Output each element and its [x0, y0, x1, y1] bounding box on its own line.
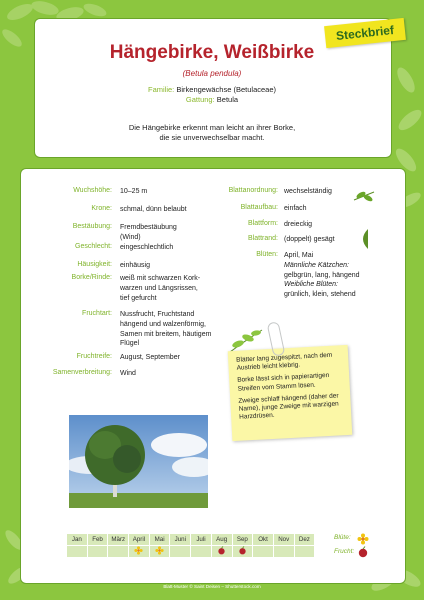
- sticky-note: [228, 345, 353, 441]
- month-marker-cell: [149, 546, 170, 558]
- note-line: Zweige schlaff hängend (daher der Name), junge Zweige mit warzigen Harzdrüsen.: [238, 392, 339, 421]
- footer-line: Blatt-Muster © Saint Deisen – Shutterstock.com: [163, 584, 261, 589]
- fruit-marker-icon: [238, 546, 247, 555]
- fact-label: Krone:: [91, 205, 112, 212]
- familie-label: Familie:: [148, 85, 175, 94]
- gattung-value: Betula: [216, 95, 239, 104]
- fact-value: weiß mit schwarzen Kork- warzen und Längsrissen, tief gefurcht: [120, 275, 201, 302]
- bloom-marker-icon: [134, 546, 143, 555]
- fact-value: einhäusig: [120, 262, 150, 269]
- month-cell: Mai: [149, 534, 170, 546]
- month-cell: Okt: [253, 534, 274, 546]
- month-header-row: [67, 534, 315, 546]
- month-marker-cell: [191, 546, 212, 558]
- month-cell: Dez: [294, 534, 315, 546]
- month-cell: Aug: [211, 534, 232, 546]
- month-marker-cell: [129, 546, 150, 558]
- month-calendar: [66, 533, 315, 558]
- leaf-icon: [352, 186, 376, 206]
- fact-value: (doppelt) gesägt: [284, 236, 335, 243]
- fact-value: 10–25 m: [120, 188, 148, 195]
- fruit-marker-icon: [217, 546, 226, 555]
- fact-value: dreieckig: [284, 221, 313, 228]
- fruit-icon: [357, 546, 369, 558]
- fact-label: Wuchshöhe:: [73, 187, 112, 194]
- fact-label: Fruchtart:: [82, 310, 112, 317]
- fact-label: Bestäubung:: [72, 223, 112, 230]
- month-marker-cell: [211, 546, 232, 558]
- familie-value: Birkengewächse (Betulaceae): [176, 85, 276, 94]
- month-cell: Jan: [67, 534, 88, 546]
- fact-value: Wind: [120, 370, 136, 377]
- fact-value: wechselständig: [284, 188, 332, 195]
- birch-tree-photo: [69, 415, 208, 508]
- fact-label: Häusigkeit:: [77, 261, 112, 268]
- month-cell: Sep: [232, 534, 253, 546]
- flower-icon: [357, 533, 369, 545]
- month-marker-cell: [170, 546, 191, 558]
- month-marker-cell: [232, 546, 253, 558]
- fact-value: Fremdbestäubung (Wind): [120, 224, 177, 241]
- month-marker-cell: [108, 546, 129, 558]
- fact-label: Samenverbreitung:: [52, 369, 112, 376]
- fact-value: einfach: [284, 205, 307, 212]
- steckbrief-badge: Steckbrief: [324, 18, 406, 48]
- month-cell: Feb: [87, 534, 108, 546]
- month-marker-row: [67, 546, 315, 558]
- fact-label: Blattrand:: [248, 235, 278, 242]
- fact-value: schmal, dünn belaubt: [120, 206, 187, 213]
- fact-label: Fruchtreife:: [76, 353, 112, 360]
- month-marker-cell: [294, 546, 315, 558]
- month-marker-cell: [67, 546, 88, 558]
- month-marker-cell: [273, 546, 294, 558]
- intro-text: [95, 123, 329, 143]
- fact-label: Blattaufbau:: [240, 204, 278, 211]
- legend-fruit-label: Frucht:: [334, 548, 355, 555]
- note-line: Borke lässt sich in papierartigen Streifen vom Stamm lösen.: [237, 372, 330, 393]
- leaf-edge-icon: [358, 228, 370, 250]
- intro-line: die sie unverwechselbar macht.: [159, 133, 265, 142]
- page-title: Hängebirke, Weißbirke: [109, 42, 315, 63]
- fact-value: Nussfrucht, Fruchtstand hängend und walzenförmig, Samen mit breitem, häutigem Flügel: [120, 311, 212, 348]
- month-marker-cell: [87, 546, 108, 558]
- fact-label: Borke/Rinde:: [71, 274, 112, 281]
- note-line: Blätter lang zugespitzt, nach dem Austrieb leicht klebrig.: [236, 351, 333, 372]
- month-cell: Juni: [170, 534, 191, 546]
- bloom-marker-icon: [155, 546, 164, 555]
- taxonomy-familie: [0, 85, 424, 94]
- fact-value: eingeschlechtlich: [120, 244, 174, 251]
- month-cell: Juli: [191, 534, 212, 546]
- fact-label: Blattanordnung:: [228, 187, 278, 194]
- fact-label: Blattform:: [248, 220, 278, 227]
- legend-bloom-label: Blüte:: [334, 534, 351, 541]
- footer-line: © Verlag an der Ruhr | Heimische Bäume | Autorinnen: Dr. Corinna Wienert/Dr. Reinhard Herzig | www.verlagruhr.de: [94, 577, 330, 582]
- gattung-label: Gattung:: [185, 95, 215, 104]
- month-cell: März: [108, 534, 129, 546]
- fact-label: Geschlecht:: [75, 243, 112, 250]
- latin-name: (Betula pendula): [182, 69, 242, 78]
- month-cell: April: [129, 534, 150, 546]
- intro-line: Die Hängebirke erkennt man leicht an ihrer Borke,: [128, 123, 296, 132]
- taxonomy-gattung: [0, 95, 424, 104]
- fact-value: August, September: [120, 354, 180, 361]
- bluete-label: Blüten:: [256, 251, 278, 258]
- bluete-value: April, Mai Männliche Kätzchen: gelbgrün, lang, hängend Weibliche Blüten: grünlich, klein, stehend: [284, 252, 360, 299]
- month-cell: Nov: [273, 534, 294, 546]
- month-marker-cell: [253, 546, 274, 558]
